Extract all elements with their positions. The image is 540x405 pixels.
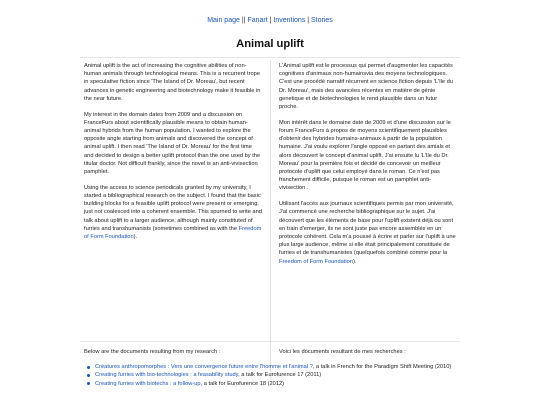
french-paragraph-3-text: Utilisant l'accès aux journaux scientifiques permis par mon université, J'ai commencé une recherche bibliographique sur le sujet. J'ai découvert que les éléments de base pour l'uplift existent déjà ou sont en train d'emerger, ils ne sont juste pas encore assemblés en un protocole cohérent. Cela m'a poussé à écrire et parler sur l'uplift à une plus large audience, même si elle était principalement constituée de furries et de transhumanistes (quelquefois combiné comme pour la [279, 201, 456, 257]
english-paragraph-3-end: ). [133, 234, 138, 241]
document-link-creatures-anthropomorphes[interactable]: Créatures anthropomorphes : Vers une convergence future entre l'homme et l'animal ? [95, 364, 313, 370]
document-link-follow-up[interactable]: Creating furries with biotechs : a follow-up [95, 380, 201, 387]
french-paragraph-1: L'Animal uplift est le processus qui permet d'augmenter les capacités cognitives d'animaux non-humainsvia des moyens technologiques. C'est une procédé narratif récurrent en science fiction depuis 'L'Ile du Dr. Moreau', mais des avancées récentes en matière de génie genetique et de biotechnologies le rend plausible dans un futur proche. [279, 63, 453, 111]
nav-link-main-page[interactable]: Main page [207, 17, 240, 24]
english-paragraph-1: Animal uplift is the act of increasing the cognitive abilities of non-human animals through technological means. This is a recurrent trope in speculative fiction since 'The Island of Dr. Moreau', but recent advances in genetic engineering and biotechnology make it feasible in the near future. [84, 63, 261, 102]
document-description: , a talk in French for the Paradigm Shift Meeting (2010) [312, 364, 452, 370]
documents-divider [80, 341, 460, 342]
nav-separator: | [267, 17, 274, 24]
bullet-icon [87, 382, 90, 385]
french-column [279, 62, 457, 273]
nav-link-inventions[interactable]: Inventions [273, 17, 306, 24]
freedom-of-form-link-fr[interactable]: Freedom of Form Foundation [279, 258, 353, 265]
nav-link-stories[interactable]: Stories [311, 17, 333, 24]
documents-intro-english: Below are the documents resulting from my research : [84, 349, 221, 355]
bullet-icon [87, 366, 90, 369]
documents-intro-french: Voici les documents resultant de mes recherches : [279, 349, 406, 355]
french-paragraph-3-end: ). [352, 258, 357, 265]
list-item [84, 363, 464, 371]
page-title: Animal uplift [236, 38, 304, 50]
document-description: , a talk for Eurofurence 17 (2011) [238, 372, 322, 379]
freedom-of-form-link-en[interactable]: Freedom of Form Foundation [84, 225, 262, 241]
bullet-icon [87, 374, 90, 377]
documents-list [84, 363, 464, 388]
document-description: , a talk for Eurofurence 18 (2012) [200, 380, 285, 387]
title-divider [80, 57, 460, 58]
column-divider [270, 60, 271, 378]
english-paragraph-3 [84, 184, 262, 241]
nav-separator: || [239, 17, 248, 24]
english-paragraph-3-text: Using the access to science periodicals granted by my university, I started a bibliographical research on the subject. I found that the basic building blocks for a feasible uplift protocol were present or emerging, just not coalesced into a coherent ensemble. This spurned to write and talk about uplift to a larger audience, although mainly constituted of furries and transhumanists (sometimes combined as with the [84, 184, 262, 232]
nav-link-fanart[interactable]: Fanart [247, 17, 268, 24]
list-item [84, 371, 464, 379]
list-item [84, 380, 464, 388]
english-column [84, 62, 262, 249]
french-paragraph-3 [279, 200, 457, 266]
document-link-feasability-study[interactable]: Creating furries with bio-technologies : a feasability study [95, 372, 239, 379]
french-paragraph-2: Mon intérêt dans le domaine date de 2009 et d'une discussion sur le forum FranceFurs à propos de moyens scientifiquement plausibles d'obtenir des hybrides humains-animaux à partir de la population humaine. J'ai voulu explorer l'angle opposé en partant des amials et alors découvert le concept d'animal uplift. J'ai ensuite lu 'L'Ile du Dr. Moreau' pour la première fois et décidé de concevoir un meilleur protocole d'uplift que celui employé dans le roman. Ce n'est pas franchement difficile, puisque le roman est un pamphlet anti-vivisection . [279, 119, 451, 192]
english-paragraph-2: My interest in the domain dates from 2009 and a discussion on FranceFurs about scientifically plausible means to obtain human-animal hybrids from the human population. I wanted to explore the opposite angle starting from animals and discovered the concept of animal uplift. I then read 'The Island of Dr. Moreau' for the first time and decided to design a better uplift protocol than the one used by the titular doctor. Not difficult frankly, since the novel is an anti-vivisection pamphlet. [84, 111, 261, 176]
nav-separator: | [305, 17, 312, 24]
top-navigation [0, 17, 540, 24]
